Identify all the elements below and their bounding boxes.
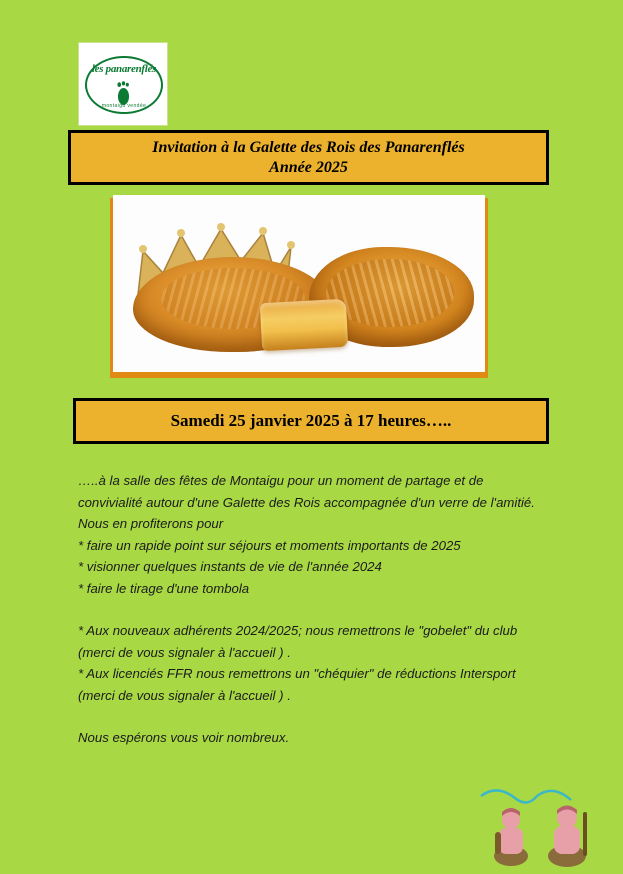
body-paragraph: * faire un rapide point sur séjours et moments importants de 2025 bbox=[78, 537, 461, 553]
body-paragraph: * Aux nouveaux adhérents 2024/2025; nous remettrons le "gobelet" du club (merci de vous signaler à l'accueil ) . bbox=[78, 623, 518, 660]
date-banner bbox=[73, 398, 549, 444]
club-logo bbox=[78, 42, 168, 126]
title-line-1: Invitation à la Galette des Rois des Panarenflés bbox=[152, 138, 465, 156]
logo-subtitle: montaigu vendée bbox=[101, 103, 147, 109]
title-line-2: Année 2025 bbox=[269, 158, 348, 176]
body-paragraph: * visionner quelques instants de vie de l'année 2024 bbox=[78, 559, 382, 574]
body-paragraph: * Aux licenciés FFR nous remettrons un "chéquier" de réductions Intersport (merci de vous signaler à l'accueil ) . bbox=[78, 666, 516, 703]
body-text bbox=[78, 470, 548, 749]
body-paragraph: * faire le tirage d'une tombola bbox=[78, 580, 250, 596]
hikers-icon bbox=[475, 782, 615, 868]
galette-slice bbox=[260, 299, 348, 351]
title-banner bbox=[68, 130, 549, 185]
paragraph-spacer bbox=[78, 599, 548, 620]
logo-name: les panarenflés bbox=[91, 63, 157, 75]
body-closing: Nous espérons vous voir nombreux. bbox=[78, 730, 290, 745]
body-paragraph: …..à la salle des fêtes de Montaigu pour un moment de partage et de convivialité autour d'une Galette des Rois accompagnée d'un verre de l'amitié. bbox=[78, 473, 535, 510]
body-paragraph: Nous en profiterons pour bbox=[78, 516, 224, 531]
date-text: Samedi 25 janvier 2025 à 17 heures….. bbox=[170, 411, 452, 430]
logo-inner bbox=[79, 43, 167, 125]
galette-photo bbox=[113, 195, 485, 372]
paragraph-spacer bbox=[78, 706, 548, 727]
